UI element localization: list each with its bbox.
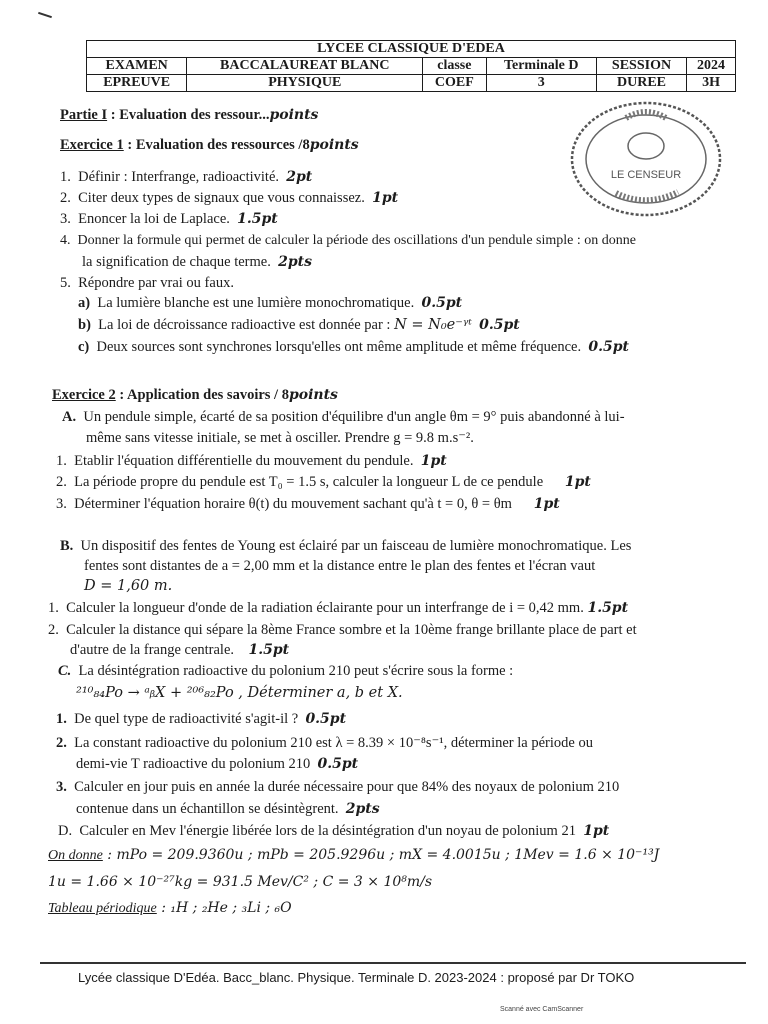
ex1-subitem: b) La loi de décroissance radioactive est donnée par : N = N₀e⁻ᵞᵗ 0.5pt xyxy=(78,317,520,333)
ex1-item: 1. Définir : Interfrange, radioactivité. 2pt xyxy=(60,169,313,185)
ex1-item: 4. Donner la formule qui permet de calculer la période des oscillations d'un pendule simple : on donne xyxy=(60,233,636,248)
scan-note: Scanné avec CamScanner xyxy=(500,1006,584,1013)
ex2-C-item: 3. Calculer en jour puis en année la durée nécessaire pour que 84% des noyaux de polonium 210 xyxy=(56,779,620,795)
scan-mark xyxy=(38,12,52,18)
partie1-heading: Partie I : Evaluation des ressour...points xyxy=(60,107,319,123)
ex1-item-cont: la signification de chaque terme. 2pts xyxy=(82,254,312,270)
ex2-A-item: 1. Etablir l'équation différentielle du mouvement du pendule. 1pt xyxy=(56,453,447,469)
header-cell: DUREE xyxy=(596,75,686,92)
ex2-heading: Exercice 2 : Application des savoirs / 8points xyxy=(52,387,338,403)
stamp-text: LE CENSEUR xyxy=(610,169,682,181)
header-cell: 3 xyxy=(486,75,596,92)
censor-stamp-icon xyxy=(566,98,726,220)
ex2-B-item-cont: d'autre de la frange centrale. 1.5pt xyxy=(70,642,290,658)
header-cell: 3H xyxy=(687,75,736,92)
ex1-item: 5. Répondre par vrai ou faux. xyxy=(60,275,234,291)
ex2-D: D. Calculer en Mev l'énergie libérée lors de la désintégration d'un noyau de polonium 21 1pt xyxy=(58,823,610,839)
ex2-C-item: 2. La constant radioactive du polonium 210 est λ = 8.39 × 10⁻⁸s⁻¹, déterminer la période ou xyxy=(56,735,593,751)
ex2-B-intro-cont: D = 1,60 m. xyxy=(84,578,173,594)
ex1-subitem: a) La lumière blanche est une lumière monochromatique. 0.5pt xyxy=(78,295,463,311)
tableau-periodique: Tableau périodique : ₁H ; ₂He ; ₃Li ; ₆O xyxy=(48,900,292,916)
ex2-A-intro: A. Un pendule simple, écarté de sa position d'équilibre d'un angle θm = 9° puis abandonné à lui- xyxy=(62,409,625,425)
ex2-A-item: 3. Déterminer l'équation horaire θ(t) du mouvement sachant qu'à t = 0, θ = θm 1pt xyxy=(56,496,560,512)
page-footer: Lycée classique D'Edéa. Bacc_blanc. Physique. Terminale D. 2023-2024 : proposé par Dr TOKO xyxy=(78,970,635,985)
ex2-C-item: 1. De quel type de radioactivité s'agit-il ? 0.5pt xyxy=(56,711,347,727)
header-cell: 2024 xyxy=(687,58,736,75)
ex2-A-intro-cont: même sans vitesse initiale, se met à osciller. Prendre g = 9.8 m.s⁻². xyxy=(86,430,474,446)
header-cell: BACCALAUREAT BLANC xyxy=(187,58,423,75)
ex2-C-equation: ²¹⁰₈₄Po → ᵃᵦX + ²⁰⁶₈₂Po , Déterminer a, b et X. xyxy=(76,685,403,701)
ex1-heading: Exercice 1 : Evaluation des ressources /8points xyxy=(60,137,359,153)
header-cell: SESSION xyxy=(596,58,686,75)
header-cell: classe xyxy=(423,58,486,75)
ex1-subitem: c) Deux sources sont synchrones lorsqu'elles ont même amplitude et même fréquence. 0.5pt xyxy=(78,339,629,355)
ex2-C-item-cont: contenue dans un échantillon se désintègrent. 2pts xyxy=(76,801,380,817)
exam-header-table xyxy=(86,40,736,92)
ex2-C-intro: C. La désintégration radioactive du polonium 210 peut s'écrire sous la forme : xyxy=(58,663,514,679)
ex2-B-intro: B. Un dispositif des fentes de Young est éclairé par un faisceau de lumière monochromatique. Les xyxy=(60,538,632,554)
ex1-item: 3. Enoncer la loi de Laplace. 1.5pt xyxy=(60,211,278,227)
ex2-B-item: 1. Calculer la longueur d'onde de la radiation éclairante pour un interfrange de i = 0,42 mm. 1.5pt xyxy=(48,600,629,616)
donnees-line: On donne : mPo = 209.9360u ; mPb = 205.9296u ; mX = 4.0015u ; 1Mev = 1.6 × 10⁻¹³J xyxy=(48,847,660,863)
footer-rule xyxy=(40,962,746,964)
ex1-item: 2. Citer deux types de signaux que vous connaissez. 1pt xyxy=(60,190,399,206)
header-cell: EPREUVE xyxy=(87,75,187,92)
header-cell: PHYSIQUE xyxy=(187,75,423,92)
ex2-B-intro-cont: fentes sont distantes de a = 2,00 mm et la distance entre le plan des fentes et l'écran vaut xyxy=(84,558,596,574)
ex2-A-item: 2. La période propre du pendule est T₀ = 1.5 s, calculer la longueur L de ce pendule 1pt xyxy=(56,474,591,490)
school-name: LYCEE CLASSIQUE D'EDEA xyxy=(87,41,736,58)
ex2-C-item-cont: demi-vie T radioactive du polonium 210 0.5pt xyxy=(76,756,359,772)
ex2-B-item: 2. Calculer la distance qui sépare la 8ème France sombre et la 10ème frange brillante place de part et xyxy=(48,622,637,638)
header-cell: EXAMEN xyxy=(87,58,187,75)
header-cell: Terminale D xyxy=(486,58,596,75)
donnees-line: 1u = 1.66 × 10⁻²⁷kg = 931.5 Mev/C² ; C = 3 × 10⁸m/s xyxy=(48,874,433,890)
header-cell: COEF xyxy=(423,75,486,92)
